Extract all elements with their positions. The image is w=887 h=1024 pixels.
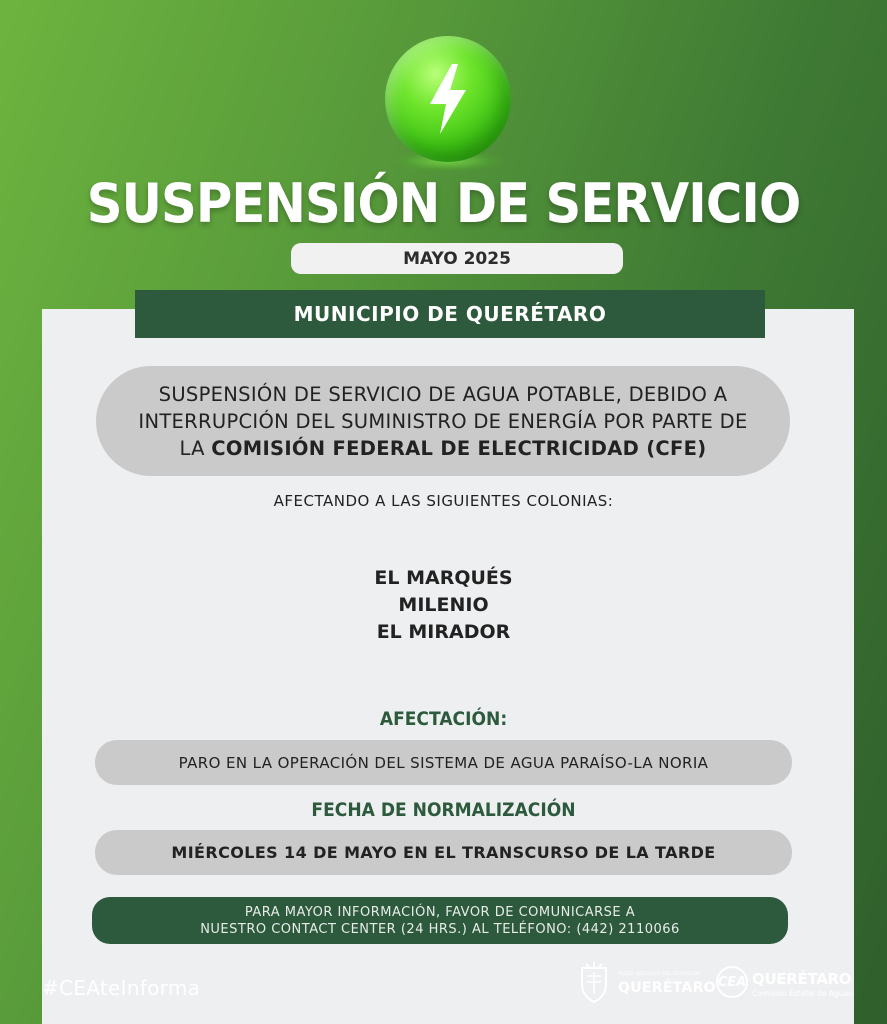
cea-subtitle: Comisión Estatal de Aguas [752,989,853,998]
cea-mark: CEA [716,966,748,998]
gov-small-text: PODER EJECUTIVO DEL ESTADO DE [618,972,700,977]
hashtag: #CEAteInforma [42,976,201,1000]
page-title: SUSPENSIÓN DE SERVICIO [86,172,801,235]
afectacion-value: PARO EN LA OPERACIÓN DEL SISTEMA DE AGUA PARAÍSO-LA NORIA [95,740,792,785]
afectando-label: AFECTANDO A LAS SIGUIENTES COLONIAS: [273,492,614,510]
normalizacion-label: FECHA DE NORMALIZACIÓN [311,799,576,821]
normalizacion-value: MIÉRCOLES 14 DE MAYO EN EL TRANSCURSO DE LA TARDE [95,830,792,875]
cea-queretaro-logo [716,962,856,1006]
lightning-bolt-icon [426,64,470,134]
notice-text-normal: SUSPENSIÓN DE SERVICIO DE AGUA POTABLE, DEBIDO A INTERRUPCIÓN DEL SUMINISTRO DE ENERGÍA POR PARTE DE LA [138,382,748,460]
notice-box [96,366,790,476]
contact-line-1: PARA MAYOR INFORMACIÓN, FAVOR DE COMUNICARSE A [244,904,636,920]
notice-text-bold: COMISIÓN FEDERAL DE ELECTRICIDAD (CFE) [211,436,707,460]
contact-line-2: NUESTRO CONTACT CENTER (24 HRS.) AL TELÉFONO: (442) 2110066 [200,921,680,937]
notice-text [123,381,763,462]
gov-name: QUERÉTARO [618,980,716,996]
lightning-orb [385,36,511,162]
colonia-item: EL MIRADOR [376,621,511,643]
date-badge: MAYO 2025 [291,243,623,274]
afectacion-label: AFECTACIÓN: [379,708,508,730]
cea-name: QUERÉTARO [752,970,852,988]
coat-of-arms-icon [576,962,612,1004]
colonias-list [0,565,887,646]
municipio-banner: MUNICIPIO DE QUERÉTARO [135,290,765,338]
colonia-item: MILENIO [398,594,489,616]
gobierno-queretaro-logo [576,960,716,1006]
contact-info [92,897,788,944]
colonia-item: EL MARQUÉS [374,567,513,589]
